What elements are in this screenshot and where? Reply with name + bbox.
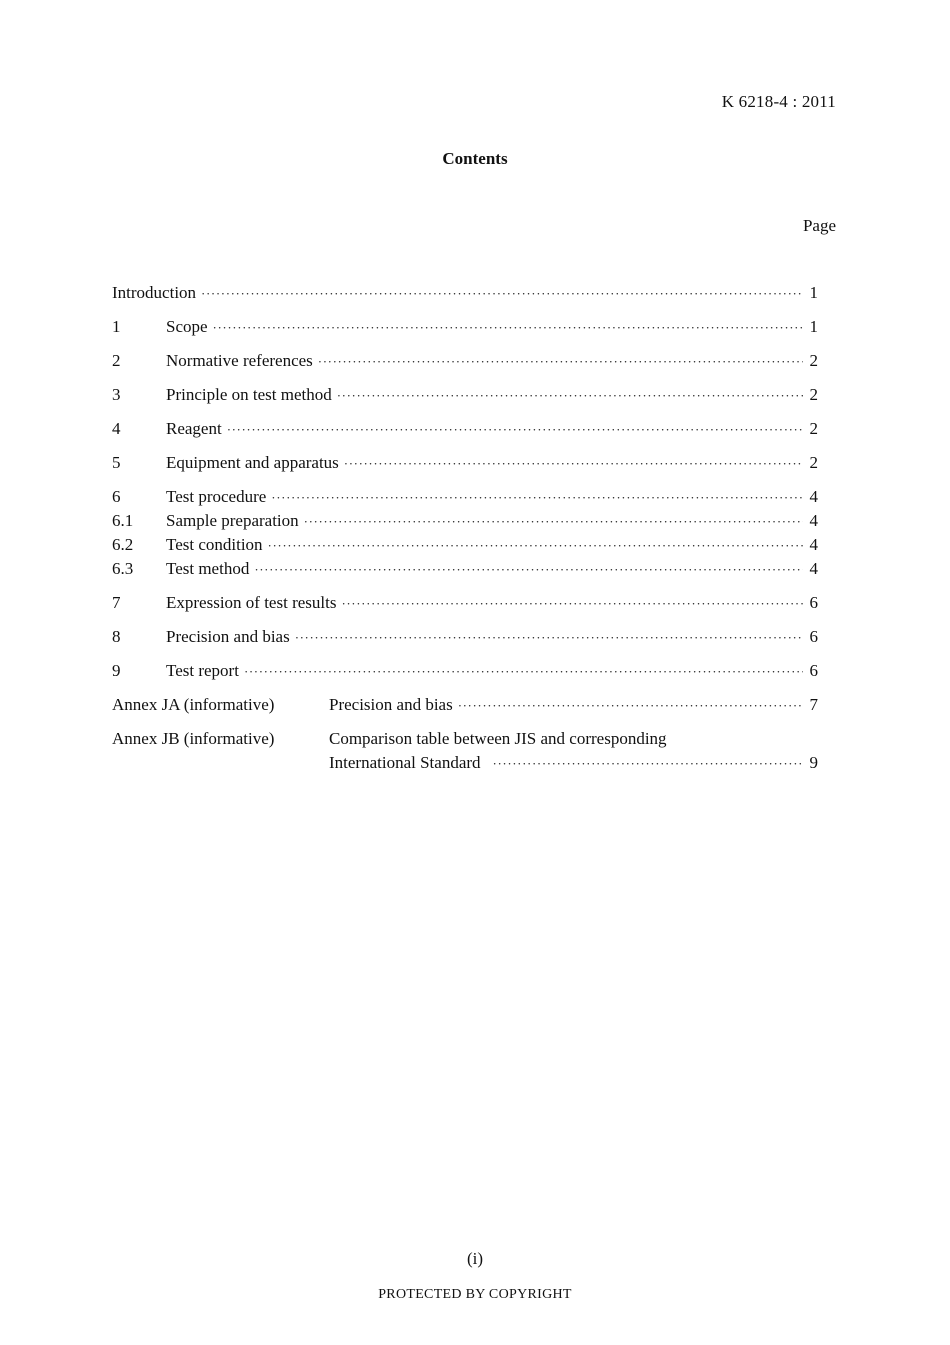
toc-entry-annex-jb-line2[interactable] (112, 751, 818, 775)
toc-entry-title: Precision and bias (329, 695, 453, 714)
toc-entry-title: Test report (166, 661, 239, 680)
copyright-notice: PROTECTED BY COPYRIGHT (378, 1287, 572, 1302)
dot-leader (318, 350, 803, 374)
toc-entry-number: 6.3 (112, 559, 134, 578)
toc-entry-page: 4 (809, 559, 818, 578)
toc-entry-number: 6.1 (112, 511, 134, 530)
toc-entry-title: Comparison table between JIS and corresponding (329, 729, 667, 748)
toc-entry-number: 8 (112, 627, 121, 646)
toc-entry-page: 2 (809, 453, 818, 472)
dot-leader (201, 282, 803, 306)
toc-entry-page: 6 (809, 661, 818, 680)
toc-entry-page: 2 (809, 385, 818, 404)
toc-entry-annex-jb-line1[interactable] (112, 727, 818, 751)
toc-entry-number: 7 (112, 593, 121, 612)
toc-entry-number: 3 (112, 385, 121, 404)
dot-leader (244, 660, 803, 684)
annex-label: Annex JB (informative) (112, 729, 275, 748)
dot-leader (213, 316, 803, 340)
toc-entry-page: 2 (809, 419, 818, 438)
toc-entry-title: Introduction (112, 283, 197, 302)
toc-entry-title: Sample preparation (166, 511, 299, 530)
toc-entry-title-continued: International Standard (329, 753, 481, 772)
dot-leader (295, 626, 803, 650)
toc-entry-page: 6 (809, 593, 818, 612)
toc-entry-title: Test method (166, 559, 250, 578)
toc-entry-title: Principle on test method (166, 385, 332, 404)
table-of-contents (112, 281, 818, 775)
dot-leader (227, 418, 803, 442)
toc-entry-title: Test procedure (166, 487, 267, 506)
toc-entry-page: 4 (809, 535, 818, 554)
toc-entry-test-condition[interactable] (112, 533, 818, 557)
toc-entry-principle[interactable] (112, 383, 818, 407)
page-folio: (i) (466, 1249, 484, 1268)
toc-entry-page: 2 (809, 351, 818, 370)
dot-leader (341, 592, 803, 616)
toc-entry-page: 4 (809, 511, 818, 530)
toc-entry-precision-and-bias[interactable] (112, 625, 818, 649)
toc-entry-equipment[interactable] (112, 451, 818, 475)
dot-leader (493, 752, 803, 776)
dot-leader (304, 510, 803, 534)
annex-label: Annex JA (informative) (112, 695, 275, 714)
toc-entry-title: Precision and bias (166, 627, 290, 646)
toc-entry-number: 1 (112, 317, 121, 336)
toc-entry-expression-of-results[interactable] (112, 591, 818, 615)
toc-entry-sample-preparation[interactable] (112, 509, 818, 533)
toc-entry-page: 6 (809, 627, 818, 646)
dot-leader (254, 558, 803, 582)
dot-leader (271, 486, 803, 510)
page-title: Contents (442, 149, 508, 168)
toc-entry-number: 4 (112, 419, 121, 438)
toc-entry-test-report[interactable] (112, 659, 818, 683)
toc-entry-scope[interactable] (112, 315, 818, 339)
dot-leader (458, 694, 803, 718)
toc-entry-annex-ja[interactable] (112, 693, 818, 717)
toc-entry-page: 1 (809, 317, 818, 336)
toc-entry-title: Expression of test results (166, 593, 337, 612)
dot-leader (344, 452, 803, 476)
toc-entry-reagent[interactable] (112, 417, 818, 441)
toc-entry-title: Equipment and apparatus (166, 453, 339, 472)
toc-entry-number: 6 (112, 487, 121, 506)
dot-leader (337, 384, 803, 408)
dot-leader (268, 534, 803, 558)
toc-entry-normative-references[interactable] (112, 349, 818, 373)
toc-entry-page: 1 (809, 283, 818, 302)
page-column-header: Page (802, 216, 836, 235)
toc-entry-test-method[interactable] (112, 557, 818, 581)
toc-entry-title: Scope (166, 317, 208, 336)
toc-entry-title: Reagent (166, 419, 222, 438)
toc-entry-title: Normative references (166, 351, 313, 370)
toc-entry-test-procedure[interactable] (112, 485, 818, 509)
toc-entry-number: 9 (112, 661, 121, 680)
toc-entry-number: 5 (112, 453, 121, 472)
toc-entry-number: 2 (112, 351, 121, 370)
toc-entry-page: 9 (809, 753, 818, 772)
toc-entry-page: 7 (809, 695, 818, 714)
toc-entry-introduction[interactable] (112, 281, 818, 305)
toc-entry-number: 6.2 (112, 535, 134, 554)
toc-entry-page: 4 (809, 487, 818, 506)
document-id: K 6218-4 : 2011 (721, 92, 836, 111)
toc-entry-title: Test condition (166, 535, 263, 554)
